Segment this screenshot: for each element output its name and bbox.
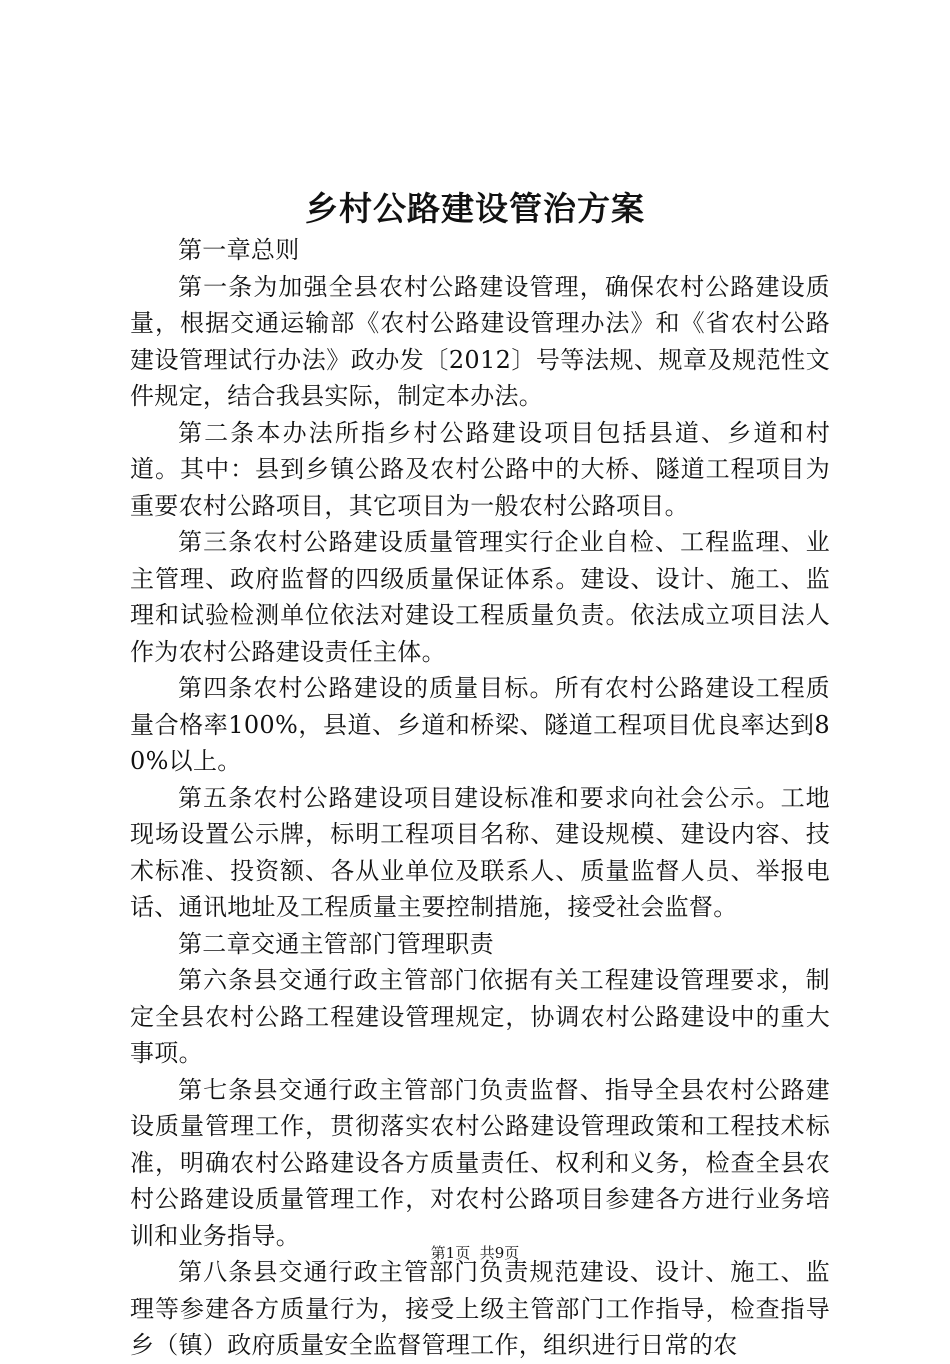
paragraph: 第二条本办法所指乡村公路建设项目包括县道、乡道和村道。其中：县到乡镇公路及农村公路中的大桥、隧道工程项目为重要农村公路项目，其它项目为一般农村公路项目。: [130, 418, 830, 520]
paragraph: 第七条县交通行政主管部门负责监督、指导全县农村公路建设质量管理工作，贯彻落实农村公路建设管理政策和工程技术标准，明确农村公路建设各方质量责任、权利和义务，检查全县农村公路建设质量管理工作，对农村公路项目参建各方进行业务培训和业务指导。: [130, 1075, 830, 1250]
document-title: 乡村公路建设管治方案: [305, 189, 645, 228]
chapter-heading: 第一章总则: [178, 236, 300, 264]
chapter-heading: 第二章交通主管部门管理职责: [178, 929, 494, 958]
page-footer: [0, 1243, 950, 1263]
document-body: [130, 232, 830, 1364]
paragraph: 第一条为加强全县农村公路建设管理，确保农村公路建设质量，根据交通运输部《农村公路建设管理办法》和《省农村公路建设管理试行办法》政办发〔2012〕号等法规、规章及规范性文件规定，结合我县实际，制定本办法。: [130, 272, 830, 410]
paragraph: 第五条农村公路建设项目建设标准和要求向社会公示。工地现场设置公示牌，标明工程项目名称、建设规模、建设内容、技术标准、投资额、各从业单位及联系人、质量监督人员、举报电话、通讯地址及工程质量主要控制措施，接受社会监督。: [130, 783, 830, 921]
page-total: 共9页: [479, 1244, 520, 1262]
page-number: 第1页: [430, 1244, 471, 1262]
paragraph: 第八条县交通行政主管部门负责规范建设、设计、施工、监理等参建各方质量行为，接受上级主管部门工作指导，检查指导乡（镇）政府质量安全监督管理工作，组织进行日常的农: [130, 1258, 830, 1359]
paragraph: 第三条农村公路建设质量管理实行企业自检、工程监理、业主管理、政府监督的四级质量保证体系。建设、设计、施工、监理和试验检测单位依法对建设工程质量负责。依法成立项目法人作为农村公路建设责任主体。: [130, 528, 830, 666]
paragraph: 第六条县交通行政主管部门依据有关工程建设管理要求，制定全县农村公路工程建设管理规定，协调农村公路建设中的重大事项。: [130, 966, 830, 1067]
paragraph: 第四条农村公路建设的质量目标。所有农村公路建设工程质量合格率100%，县道、乡道和桥梁、隧道工程项目优良率达到80%以上。: [130, 674, 830, 775]
